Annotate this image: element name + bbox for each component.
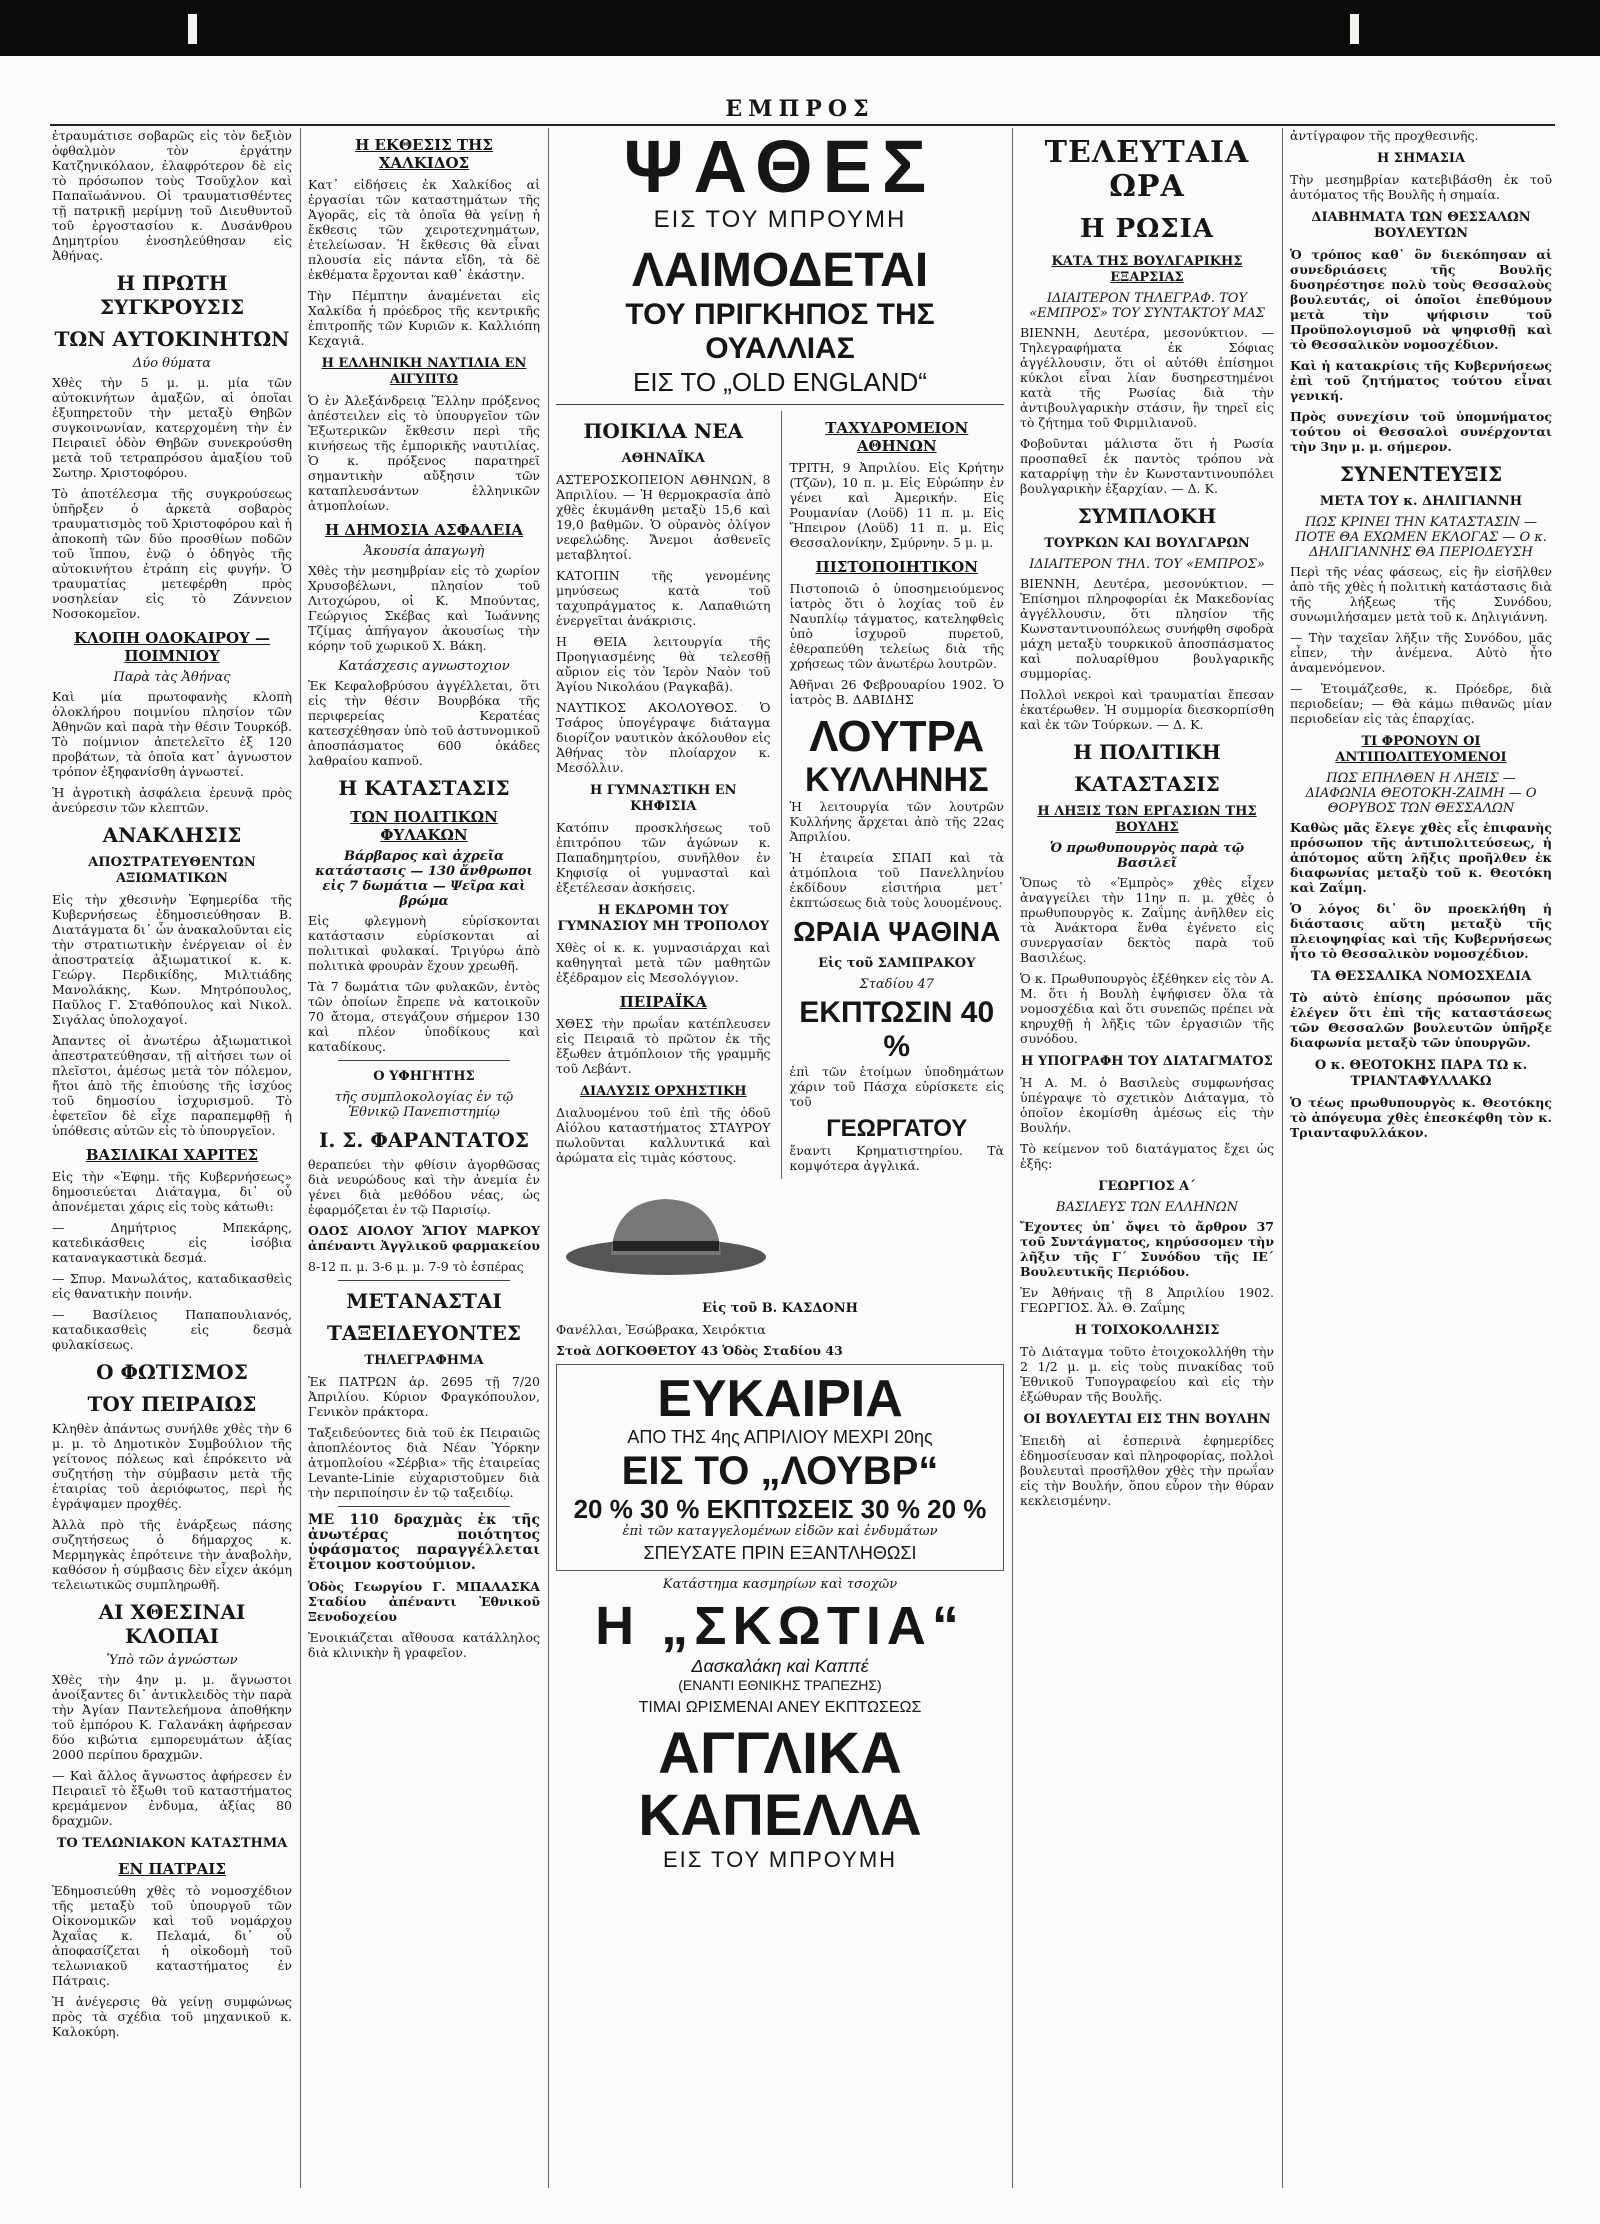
headline: ΑΠΟΣΤΡΑΤΕΥΘΕΝΤΩΝ ΑΞΙΩΜΑΤΙΚΩΝ: [88, 855, 256, 886]
headline: ΣΥΜΠΛΟΚΗ: [1077, 504, 1217, 528]
column-3: [556, 128, 1004, 2188]
ad-text: Ἐνοικιάζεται αἴθουσα κατάλληλος διὰ κλινικὴν ἢ γραφεῖον.: [308, 1630, 540, 1660]
article-text: Ἐν Ἀθήναις τῇ 8 Ἀπριλίου 1902. ΓΕΩΡΓΙΟΣ. Ἀλ. Θ. Ζαΐμης: [1020, 1285, 1274, 1315]
headline: ΤΟΥ ΠΕΙΡΑΙΩΣ: [87, 1392, 257, 1416]
article-text: Ὁ τρόπος καθ᾽ ὃν διεκόπησαν αἱ συνεδριάσεις τῆς Βουλῆς δυσηρέστησε πολὺ τοὺς Θεσσαλοὺς βουλευτάς, οἱ ὁποῖοι ἐπεθύμουν μετὰ τὴν ψήφισιν τοῦ Προϋπολογισμοῦ νὰ ψηφισθῇ καὶ τὸ Θεσσαλικὸν νομοσχέδιον.: [1290, 247, 1552, 352]
headline: ΒΑΣΙΛΙΚΑΙ ΧΑΡΙΤΕΣ: [85, 1146, 259, 1164]
article-text: Καὶ ἡ κατακρίσις τῆς Κυβερνήσεως ἐπὶ τοῦ ζητήματος τούτου εἶναι γενική.: [1290, 358, 1552, 403]
article-text: Ἀθῆναι 26 Φεβρουαρίου 1902. Ὁ ἰατρὸς Β. ΔΑΒΙΔΗΣ: [789, 677, 1004, 707]
headline: Η ΠΟΛΙΤΙΚΗ: [1073, 740, 1221, 764]
ad-address: (ΕΝΑΝΤΙ ΕΘΝΙΚΗΣ ΤΡΑΠΕΖΗΣ): [678, 1677, 882, 1693]
article-text: Τὴν μεσημβρίαν κατεβιβάσθη ἐκ τοῦ ἀυτόματος τῆς Βουλῆς ἡ σημαία.: [1290, 172, 1552, 202]
headline: Η ΕΚΘΕΣΙΣ ΤΗΣ ΧΑΛΚΙΔΟΣ: [355, 136, 493, 172]
ad-headline: ΛΑΙΜΟΔΕΤΑΙ: [631, 244, 929, 297]
article-text: Πιστοποιῶ ὁ ὑποσημειούμενος ἰατρὸς ὅτι ὁ λοχίας τοῦ ἐν Ναυπλίῳ τάγματος, κατεληφθεὶς ὑπὸ ἰσχυροῦ πυρετοῦ, ἐθεραπεύθη τελείως διὰ τῆς χρήσεως τῶν ἀνωτέρω λουτρῶν.: [789, 581, 1004, 671]
ad-subheadline: ΕΙΣ ΤΟΥ ΜΠΡΟΥΜΗ: [662, 1847, 898, 1872]
article-text: Καὶ μία πρωτοφανὴς κλοπὴ ὁλοκλήρου ποιμνίου πλησίον τῶν Ἀθηνῶν καὶ παρὰ τὴν θέσιν Τουρκόβ. Τὸ ποίμνιον ἀπετελεῖτο ἐξ 120 προβάτων, τὰ ὁποῖα κατ᾽ ἀγνωστον τρόπον ἐξηφανίσθη ἀγνωστεί.: [52, 689, 292, 779]
article-text: — Καὶ ἄλλος ἄγνωστος ἀφήρεσεν ἐν Πειραιεῖ τὸ ἔξωθι τοῦ καταστήματος κρεμάμενον ἐνδυμα, ἀξίας 80 δραχμῶν.: [52, 1768, 292, 1828]
subheadline: Δύο θύματα: [132, 356, 212, 371]
article-text: Εἰς τὴν «Ἐφημ. τῆς Κυβερνήσεως» δημοσιεύεται Διάταγμα, δι᾽ οὗ ἀπονέμεται χάρις εἰς τοὺς κάτωθι:: [52, 1169, 292, 1214]
ad-headline: ΛΟΥΤΡΑ: [809, 712, 985, 761]
article-text: — Ἐτοιμάζεσθε, κ. Πρόεδρε, διὰ περιοδείαν; — Θὰ κάμω πιθανῶς μίαν περιοδείαν εἰς τὰς ἐπαρχίας.: [1290, 681, 1552, 726]
headline: ΚΑΤΑΣΤΑΣΙΣ: [1074, 772, 1220, 796]
ad-headline: ΑΓΓΛΙΚΑ ΚΑΠΕΛΛΑ: [638, 1721, 922, 1848]
article-text: Χθὲς οἱ κ. κ. γυμνασιάρχαι καὶ καθηγηταὶ μετὰ τῶν μαθητῶν ἐξέδραμον εἰς Μεσολόγγιον.: [556, 940, 771, 985]
subheadline: Κατάσχεσις αγνωστοχιον: [338, 659, 510, 674]
article-text: Ταξειδεύοντες διὰ τοῦ ἐκ Πειραιῶς ἀποπλέοντος διὰ Νέαν Ὑόρκην ἀτμοπλοίου «Σέρβια» τῆς ἑταιρείας Levante-Linie εὐχαριστοῦμεν διὰ τὴν περιποίησιν ἐν τῷ ταξειδίῳ.: [308, 1425, 540, 1500]
ad-text: ΤΙΜΑΙ ΩΡΙΣΜΕΝΑΙ ΑΝΕΥ ΕΚΠΤΩΣΕΩΣ: [638, 1699, 922, 1716]
headline: ΤΙ ΦΡΟΝΟΥΝ ΟΙ ΑΝΤΙΠΟΛΙΤΕΥΟΜΕΝΟΙ: [1335, 734, 1507, 765]
hat-band: [613, 1241, 719, 1251]
ad-headline: ΕΙΣ ΤΟ „ΛΟΥΒΡ“: [621, 1449, 939, 1493]
article-text: ἐτραυμάτισε σοβαρῶς εἰς τὸν δεξιὸν ὀφθαλμὸν τὸν ἐργάτην Κατζηνικόλαον, ἐλαφρότερον δὲ εἰς τὸ πρόσωπον τοὺς Τσοῦχλον καὶ Παπαϊωάννου. Οἱ τραυματισθέντες τῇ πατρικῇ μερίμνῃ τοῦ Διευθυντοῦ τοῦ ἐργοστασίου κ. Δυσάνθρου Δημητρίου ἐνοσηλεύθησαν εἰς Ἀθήνας.: [52, 128, 292, 263]
article-text: Ὁ λόγος δι᾽ ὃν προεκλήθη ἡ διάστασις αὕτη μεταξὺ τῆς πλειοψηφίας καὶ τῆς Κυβερνήσεως ἦτο τὸ Θεσσαλικὸν νομοσχέδιον.: [1290, 901, 1552, 961]
ad-headline: Ο ΥΦΗΓΗΤΗΣ: [373, 1069, 475, 1084]
article-text: — Βασίλειος Παπαπουλιανός, καταδικασθεὶς εἰς δεσμὰ φυλακίσεως.: [52, 1307, 292, 1352]
article-text: Ἐκ ΠΑΤΡΩΝ ἀρ. 2695 τῇ 7/20 Ἀπριλίου. Κύριον Φραγκόπουλον, Γενικὸν πράκτορα.: [308, 1374, 540, 1419]
article-text: ΑΣΤΕΡΟΣΚΟΠΕΙΟΝ ΑΘΗΝΩΝ, 8 Ἀπριλίου. — Ἡ θερμοκρασία ἀπὸ χθὲς ἐκυμάνθη μεταξὺ 15,6 καὶ 19,0 βαθμῶν. Ὁ οὐρανὸς ὀλίγον νεφελώδης. Ἄνεμοι ἀσθενεῖς μεταβλητοί.: [556, 472, 771, 562]
ad-text: ΜΕ 110 δραχμὰς ἐκ τῆς ἀνωτέρας ποιότητος ὑφάσματος παραγγέλλεται ἔτοιμον κοστούμιον.: [308, 1512, 540, 1573]
article-text: Χθὲς τὴν μεσημβρίαν εἰς τὸ χωρίον Χρυσοβέλωνι, πλησίον τοῦ Λιτοχώρου, οἱ Κ. Μπούντας, Γεώργιος Σκέβας καὶ Ἰωάννης Τζίμας ἀπήγαγον ἀκουσίως τὴν κόρην τοῦ χωρικοῦ Χ. Βάκη.: [308, 563, 540, 653]
headline: ΤΟΥΡΚΩΝ ΚΑΙ ΒΟΥΛΓΑΡΩΝ: [1044, 536, 1250, 551]
subheadline: ΒΑΣΙΛΕΥΣ ΤΩΝ ΕΛΛΗΝΩΝ: [1055, 1200, 1239, 1215]
article-text: Ὁ ἐν Ἀλεξάνδρειᾳ Ἕλλην πρόξενος ἀπέστειλεν εἰς τὸ ὑπουργεῖον τῶν Ἐξωτερικῶν ἔκθεσιν περὶ τῆς κινήσεως τῆς ἐμπορικῆς ναυτιλίας. Ὁ κ. πρόξενος παρατηρεῖ σημαντικὴν αὔξησιν τῶν καταπλευσάντων ἑλληνικῶν ἀτμοπλοίων.: [308, 393, 540, 513]
article-text: Ὁ κ. Πρωθυπουργὸς ἐξέθηκεν εἰς τὸν Α. Μ. ὅτι ἡ Βουλὴ ἐψήφισεν ὅλα τὰ νομοσχέδια καὶ ὅτι συνεπῶς πρέπει νὰ κηρυχθῇ ἡ λῆξις τῶν ἐργασιῶν τῆς συνόδου.: [1020, 971, 1274, 1046]
article-text: Πρὸς συνεχίσιν τοῦ ὑπομνήματος τούτου οἱ Θεσσαλοὶ συνέρχονται τὴν 3ην μ. μ. σήμερον.: [1290, 409, 1552, 454]
ad-subheadline: ΕΙΣ ΤΟ „OLD ENGLAND“: [633, 367, 927, 397]
headline: Η ΔΗΜΟΣΙΑ ΑΣΦΑΛΕΙΑ: [324, 521, 524, 539]
headline: ΚΛΟΠΗ ΟΔΟΚΑΙΡΟΥ — ΠΟΙΜΝΙΟΥ: [73, 629, 271, 665]
article-text: Πολλοὶ νεκροὶ καὶ τραυματίαι ἔπεσαν ἑκατέρωθεν. Ἡ συμμορία διεσκορπίσθη καὶ ἐκ τῶν Τούρκων. — Δ. Κ.: [1020, 687, 1274, 732]
separator: [338, 1060, 510, 1061]
subheadline: ΠΩΣ ΚΡΙΝΕΙ ΤΗΝ ΚΑΤΑΣΤΑΣΙΝ — ΠΟΤΕ ΘΑ ΕΧΩΜΕΝ ΕΚΛΟΓΑΣ — Ο κ. ΔΗΛΙΓΙΑΝΝΗΣ ΘΑ ΠΕΡΙΟΔΕΥΣΗ: [1295, 515, 1547, 560]
article-text: Κατ᾽ εἰδήσεις ἐκ Χαλκίδος αἱ ἐργασίαι τῶν καταστημάτων τῆς Ἀγορᾶς, εἰς τὰ ὁποῖα θὰ γείνῃ ἡ ἔκθεσις τῶν χειροτεχνημάτων, ἐτελείωσαν. Ἡ ἔκθεσις θὰ εἶναι πλουσία εἰς πάντα εἴδη, τὰ δὲ ἐκθέματα ἔρχονται καθ᾽ ἑκάστην.: [308, 177, 540, 282]
article-text: Κατόπιν προσκλήσεως τοῦ ἐπιτρόπου τῶν ἀγώνων κ. Παπαδημητρίου, συνῆλθον ἐν Κηφισίᾳ οἱ γυμνασταὶ καὶ ἐξετέλεσαν ἀσκήσεις.: [556, 820, 771, 895]
ad-headline: ΚΥΛΛΗΝΗΣ: [804, 761, 989, 799]
article-text: Τὴν Πέμπτην ἀναμένεται εἰς Χαλκίδα ἡ πρόεδρος τῆς κεντρικῆς ἐπιτροπῆς τῶν Κυριῶν κ. Καλλιόπη Κεχαγιᾶ.: [308, 288, 540, 348]
headline: ΠΙΣΤΟΠΟΙΗΤΙΚΟΝ: [815, 558, 978, 576]
headline: ΑΙ ΧΘΕΣΙΝΑΙ ΚΛΟΠΑΙ: [98, 1600, 246, 1648]
punch-hole: [1350, 14, 1359, 44]
article-text: Ἐπειδὴ αἱ ἐσπερινὰ ἐφημερίδες ἐδημοσίευσαν καὶ πληροφορίας, πολλοὶ βουλευταὶ προσῆλθον χθὲς τὴν πρωΐαν εἰς τὴν Βουλήν, ὅπου εὗρον τὴν θύραν κεκλεισμένην.: [1020, 1433, 1274, 1508]
ad-box-eukairia: [556, 1364, 1004, 1571]
article-text: ΒΙΕΝΝΗ, Δευτέρα, μεσονύκτιον. — Ἐπίσημοι πληροφορίαι ἐκ Μακεδονίας ἀγγέλλουσιν, ὅτι πλησίον τῆς Κωνσταντινουπόλεως συνήφθη σφοδρὰ μάχη μεταξὺ τουρκικοῦ ἀποσπάσματος καὶ πολυαρίθμου βουλγαρικῆς συμμορίας.: [1020, 576, 1274, 681]
headline: ΑΝΑΚΛΗΣΙΣ: [102, 823, 242, 847]
column-1: [52, 128, 292, 2188]
separator: [338, 1280, 510, 1281]
headline: ΔΙΑΒΗΜΑΤΑ ΤΩΝ ΘΕΣΣΑΛΩΝ ΒΟΥΛΕΥΤΩΝ: [1311, 210, 1531, 241]
article-text: — Σπυρ. Μανωλάτος, καταδικασθεὶς εἰς θανατικὴν ποινήν.: [52, 1271, 292, 1301]
masthead-rule: [50, 124, 1555, 126]
article-text: Περὶ τῆς νέας φάσεως, εἰς ἣν εἰσῆλθεν ἀπὸ τῆς χθὲς ἡ πολιτικὴ κατάστασις διὰ τῆς λήξεως τῆς Συνόδου, συνωμιλήσαμεν μετὰ τοῦ κ. Δηλιγιάννη.: [1290, 564, 1552, 624]
article-text: Ἐδημοσιεύθη χθὲς τὸ νομοσχέδιον τῆς μεταξὺ τοῦ ὑπουργοῦ τῶν Οἰκονομικῶν καὶ τοῦ νομάρχου Ἀχαΐας κ. Πελαμά, δι᾽ οὗ ἀποφασίζεται ἡ οἰκοδομὴ τοῦ τελωνιακοῦ καταστήματος ἐν Πάτραις.: [52, 1883, 292, 1988]
article-text: ΚΑΤΟΠΙΝ τῆς γενομένης μηνύσεως κατὰ τοῦ ταχυπράγματος κ. Λαπαθιώτη ἐνεργεῖται ἀνάκρισις.: [556, 568, 771, 628]
headline: ΓΕΩΡΓΙΟΣ Α΄: [1098, 1179, 1196, 1194]
subheadline: Βάρβαρος καὶ ἀχρεῖα κατάστασις — 130 ἄνθρωποι εἰς 7 δωμάτια — Ψεῖρα καὶ βρώμα: [315, 849, 533, 909]
headline: ΤΑΧΥΔΡΟΜΕΙΟΝ ΑΘΗΝΩΝ: [825, 419, 969, 455]
ad-subheadline: τῆς συμπλοκολογίας ἐν τῷ Ἐθνικῷ Πανεπιστημίῳ: [334, 1090, 514, 1120]
column-5: [1020, 128, 1274, 2188]
ad-headline: ΕΚΠΤΩΣΙΝ 40 %: [799, 996, 995, 1063]
article-text: Ὁ τέως πρωθυπουργὸς κ. Θεοτόκης τὸ ἀπόγευμα χθὲς ἐπεσκέφθη τὸν κ. Τριανταφυλλάκον.: [1290, 1095, 1552, 1140]
headline: Η ΛΗΞΙΣ ΤΩΝ ΕΡΓΑΣΙΩΝ ΤΗΣ ΒΟΥΛΗΣ: [1037, 804, 1257, 835]
ad-name: Ι. Σ. ΦΑΡΑΝΤΑΤΟΣ: [319, 1128, 529, 1152]
ad-hours: 8-12 π. μ. 3-6 μ. μ. 7-9 τὸ ἑσπέρας: [308, 1259, 524, 1274]
ad-headline: Εἰς τοῦ Β. ΚΑΣΔΟΝΗ: [702, 1301, 858, 1316]
headline: ΤΕΛΕΥΤΑΙΑ ΩΡΑ: [1044, 135, 1250, 204]
article-text: Διαλυομένου τοῦ ἐπὶ τῆς ὁδοῦ Αἰόλου καταστήματος ΣΤΑΥΡΟΥ πωλοῦνται καλλυντικά καὶ ἀρώματα εἰς τιμὰς κόστους.: [556, 1105, 771, 1165]
article-text: Εἰς τὴν χθεσινὴν Ἐφημερίδα τῆς Κυβερνήσεως ἐδημοσιεύθησαν Β. Διατάγματα δι᾽ ὧν ἀνακαλοῦνται εἰς τὴν στρατιωτικὴν ἐνέργειαν οἱ ἐν ἀποστρατείᾳ ἀξιωματικοί κ. κ. Γεώργ. Περδικίδης, Μιλτιάδης Μανολάκης, Κων. Μητρόπουλος, Παῦλος Γ. Σταθόπουλος καὶ Νικολ. Σιγάλας ὑπολοχαγοί.: [52, 892, 292, 1027]
subheadline: ΙΔΙΑΙΤΕΡΟΝ ΤΗΛΕΓΡΑΦ. ΤΟΥ «ΕΜΠΡΟΣ» ΤΟΥ ΣΥΝΤΑΚΤΟΥ ΜΑΣ: [1029, 291, 1265, 321]
headline: ΤΩΝ ΑΥΤΟΚΙΝΗΤΩΝ: [54, 327, 290, 351]
article-text: Η ΘΕΙΑ λειτουργία τῆς Προηγιασμένης θὰ τελεσθῇ αὔριον εἰς τὸν Ἱερὸν Ναὸν τοῦ Ἁγίου Νικολάου (Ραγκαβᾶ).: [556, 634, 771, 694]
headline: Ο κ. ΘΕΟΤΟΚΗΣ ΠΑΡΑ ΤΩ κ. ΤΡΙΑΝΤΑΦΥΛΛΑΚΩ: [1314, 1058, 1528, 1089]
article-text: — Τὴν ταχεῖαν λῆξιν τῆς Συνόδου, μᾶς εἶπεν, τὴν ἀνέμενα. Αὐτὸ ἦτο ἀναμενόμενον.: [1290, 630, 1552, 675]
subheadline: ΙΔΙΑΙΤΕΡΟΝ ΤΗΛ. ΤΟΥ «ΕΜΠΡΟΣ»: [1029, 557, 1265, 572]
article-text: ἀντίγραφον τῆς προχθεσινῆς.: [1290, 128, 1479, 143]
article-text: Χθὲς τὴν 4ην μ. μ. ἄγνωστοι ἀνοίξαντες δι᾽ ἀντικλειδὸς τὴν παρὰ τὴν Ἀγίαν Παντελεήμονα ἀποθήκην τοῦ ἐμπόρου Κ. Γαλανάκη ἀφήρεσαν δύο κιβώτια εμπορευμάτων ἀξίας 2000 περίπου δραχμῶν.: [52, 1672, 292, 1762]
article-text: Ἐκ Κεφαλοβρύσου ἀγγέλλεται, ὅτι εἰς τὴν θέσιν Βουρβόκα τῆς περιφερείας Κερατέας κατεσχέθησαν ὑπὸ τοῦ ἀστυνομικοῦ ἀποσπάσματος 600 ὀκάδες λαθραίου καπνοῦ.: [308, 678, 540, 768]
article-text: Τὸ ἀποτέλεσμα τῆς συγκρούσεως ὑπῆρξεν ὁ ἀρκετὰ σοβαρὸς τραυματισμὸς τοῦ Χριστοφόρου καὶ ἡ ἀποκοπὴ τῶν δύο προσθίων ποδῶν τοῦ ἵππου, ἐνῷ ὁ ὁδηγὸς τῆς αὐτοκινήτου ἐτράπη εἰς φυγήν. Ὁ τραυματίας μετεφέρθη πρὸς νοσηλείαν εἰς τὸ Ζάννειον Νοσοκομεῖον.: [52, 486, 292, 621]
ad-text: Φανέλλαι, Ἐσώβρακα, Χειρόκτια: [556, 1322, 766, 1337]
ad-discounts: 20 % 30 % ΕΚΠΤΩΣΕΙΣ 30 % 20 %: [573, 1494, 987, 1524]
article-text: Ἡ ἀγροτικὴ ἀσφάλεια ἐρευνᾷ πρὸς ἀνεύρεσιν τῶν κλεπτῶν.: [52, 785, 292, 815]
article-text: Καθὼς μᾶς ἔλεγε χθὲς εἷς ἐπιφανὴς πρόσωπον τῆς ἀντιπολιτεύσεως, ἡ ἀπότομος αὕτη λῆξις προῆλθεν ἐκ διαφωνίας μεταξὺ τοῦ κ. Θεοτόκη καὶ Ζαΐμη.: [1290, 820, 1552, 895]
scan-top-border: [0, 0, 1600, 56]
column-divider: [300, 128, 301, 2188]
subheadline: Παρὰ τὰς Ἀθήνας: [113, 670, 231, 685]
ad-subheadline: ΑΠΟ ΤΗΣ 4ης ΑΠΡΙΛΙΟΥ ΜΕΧΡΙ 20ης: [627, 1427, 933, 1447]
article-text: — Δημήτριος Μπεκάρης, κατεδικάσθεις εἰς ἰσόβια καταναγκαστικὰ δεσμά.: [52, 1220, 292, 1265]
subheadline: Ἀκουσία ἀπαγωγὴ: [363, 544, 485, 559]
ad-text: ΣΠΕΥΣΑΤΕ ΠΡΙΝ ΕΞΑΝΤΛΗΘΩΣΙ: [643, 1543, 917, 1563]
separator: [556, 404, 1004, 405]
article-text: Ὅπως τὸ «Ἐμπρὸς» χθὲς εἶχεν ἀναγγείλει τὴν 11ην π. μ. χθὲς ὁ πρωθυπουργὸς κ. Ζαΐμης ἀνῆλθεν εἰς τὰ Ἀνάκτορα ἔνθα ἐγένετο εἰς συνεργασίαν δεκτὸς παρὰ τοῦ Βασιλέως.: [1020, 875, 1274, 965]
subheadline: Ὑπὸ τῶν ἀγνώστων: [106, 1653, 238, 1668]
headline: ΤΑ ΘΕΣΣΑΛΙΚΑ ΝΟΜΟΣΧΕΔΙΑ: [1310, 969, 1532, 984]
article-text: Τὰ 7 δωμάτια τῶν φυλακῶν, ἐντὸς τῶν ὁποίων ἔπρεπε νὰ κατοικοῦν 70 ἄτομα, στεγάζουν σήμερον 130 καὶ πλέον ὑποδίκους καὶ καταδίκους.: [308, 979, 540, 1054]
headline: ΤΩΝ ΠΟΛΙΤΙΚΩΝ ΦΥΛΑΚΩΝ: [350, 808, 498, 844]
ad-headline: ΨΑΘΕΣ: [623, 128, 937, 208]
headline: ΑΘΗΝΑΪΚΑ: [621, 451, 705, 466]
ad-headline: ΕΥΚΑΙΡΙΑ: [657, 1370, 903, 1428]
headline: ΠΕΙΡΑΪΚΑ: [619, 993, 707, 1011]
subheadline: Ὁ πρωθυπουργὸς παρὰ τῷ Βασιλεῖ: [1049, 841, 1245, 871]
ad-text: Ἡ ἐταιρεία ΣΠΑΠ καὶ τὰ ἀτμόπλοια τοῦ Πανελληνίου ἐκδίδουν εἰσιτήρια μετ᾽ ἐκπτώσεως διὰ τοὺς λουομένους.: [789, 850, 1004, 910]
headline: Η ΥΠΟΓΡΑΦΗ ΤΟΥ ΔΙΑΤΑΓΜΑΤΟΣ: [1021, 1054, 1273, 1069]
headline: Η ΓΥΜΝΑΣΤΙΚΗ ΕΝ ΚΗΦΙΣΙΑ: [589, 783, 737, 814]
article-text: ΧΘΕΣ τὴν πρωΐαν κατέπλευσεν εἰς Πειραιᾶ τὸ πρῶτον ἐκ τῆς ἔξωθεν ἀτμόπλοιον τῆς γραμμῆς τοῦ Λεβάντ.: [556, 1016, 771, 1076]
separator: [338, 1506, 510, 1507]
ad-text: Ἡ λειτουργία τῶν λουτρῶν Κυλλήνης ἄρχεται ἀπὸ τῆς 22ας Ἀπριλίου.: [789, 799, 1004, 844]
article-text: Κληθὲν ἀπάντως συνήλθε χθὲς τὴν 6 μ. μ. τὸ Δημοτικὸν Συμβούλιον τῆς γείτονος πόλεως καὶ ἐπρόκειτο νὰ συζητήσῃ τὴν σύμβασιν μετὰ τῆς ἑταιρίας τοῦ ἀεριόφωτος, περὶ ἧς ἐγράψαμεν προχθές.: [52, 1421, 292, 1511]
newspaper-masthead: ΕΜΠΡΟΣ: [725, 96, 875, 122]
headline: ΜΕΤΑΝΑΣΤΑΙ: [346, 1289, 502, 1313]
ad-subheadline: Δασκαλάκη καὶ Καππέ: [691, 1656, 869, 1676]
subheadline: ΠΩΣ ΕΠΗΛΘΕΝ Η ΛΗΞΙΣ — ΔΙΑΦΩΝΙΑ ΘΕΟΤΟΚΗ-ΖΑΙΜΗ — Ο ΘΟΡΥΒΟΣ ΤΩΝ ΘΕΣΣΑΛΩΝ: [1305, 771, 1537, 816]
article-text: Φοβοῦνται μάλιστα ὅτι ἡ Ρωσία προσπαθεῖ ἐκ παντὸς τρόπου νὰ καταρρίψῃ τὴν ἐν Κωνσταντινουπόλει βουλγαρικὴν ἐξαρχίαν. — Δ. Κ.: [1020, 436, 1274, 496]
ad-headline: ΩΡΑΙΑ ΨΑΘΙΝΑ: [793, 916, 1001, 947]
hat-illustration: [556, 1189, 776, 1279]
column-6: [1290, 128, 1552, 2188]
ad-text: ἐπὶ τῶν ἑτοίμων ὑποδημάτων χάριν τοῦ Πάσχα εὑρίσκετε εἰς τοῦ: [789, 1064, 1004, 1109]
headline: ΟΙ ΒΟΥΛΕΥΤΑΙ ΕΙΣ ΤΗΝ ΒΟΥΛΗΝ: [1023, 1412, 1271, 1427]
article-text: Ἡ ἀνέγερσις θὰ γείνῃ συμφώνως πρὸς τὰ σχέδια τοῦ μηχανικοῦ κ. Καλοκύρη.: [52, 1994, 292, 2039]
headline: ΤΗΛΕΓΡΑΦΗΜΑ: [364, 1353, 484, 1368]
headline: Η ΕΚΔΡΟΜΗ ΤΟΥ ΓΥΜΝΑΣΙΟΥ ΜΗ ΤΡΟΠΟΛΟΥ: [557, 903, 770, 934]
article-text: ΝΑΥΤΙΚΟΣ ΑΚΟΛΟΥΘΟΣ. Ὁ Τσάρος ὑπογέγραψε διάταγμα διορίζον ναυτικὸν ἀκόλουθον εἰς Ἀθήνας τὸν πλοίαρχον κ. Μεσόλλιν.: [556, 700, 771, 775]
ad-subheadline: Εἰς τοῦ ΣΑΜΠΡΑΚΟΥ: [818, 956, 976, 971]
ad-address: Σταδίου 47: [859, 977, 934, 992]
ad-text: ἔναντι Κρηματιστηρίου. Τὰ κομψότερα ἀγγλικά.: [789, 1143, 1004, 1173]
headline: ΣΥΝΕΝΤΕΥΞΙΣ: [1339, 462, 1503, 486]
article-text: Τὸ κείμενον τοῦ διατάγματος ἔχει ὡς ἑξῆς:: [1020, 1141, 1274, 1171]
ad-text: θεραπεύει τὴν φθίσιν ἀγορθῶσας διὰ νευρώδους καὶ τὴν ἀνεμία ἐν γένει διὰ μεθόδου νέας, ὡς ἐφαρμόζεται ἐν τῷ Παρισίῳ.: [308, 1157, 540, 1217]
article-text: Τὸ αὐτὸ ἐπίσης πρόσωπον μᾶς ἐλέγεν ὅτι ἐπὶ τῆς καταστάσεως τῶν Θεσσαλῶν βουλευτῶν ὑπῆρξε διαφωνία μεταξὺ τῶν ὑπουργῶν.: [1290, 990, 1552, 1050]
ad-address: ΟΔΟΣ ΑΙΟΛΟΥ ἌΓΙΟΥ ΜΑΡΚΟΥ ἀπέναντι Ἀγγλικοῦ φαρμακείου: [308, 1223, 540, 1253]
article-text: ΒΙΕΝΝΗ, Δευτέρα, μεσονύκτιον. — Τηλεγραφήματα ἐκ Σόφιας ἀγγέλλουσιν, ὅτι οἱ αὐτόθι ἐπίσημοι κύκλοι εἶναι λίαν δυσηρεστημένοι κατὰ τῆς Ρωσίας διὰ τὴν ἀντιβουλγαρικὴν στάσιν, ἣν τηρεῖ εἰς τὸ ζήτημα τοῦ Φιρμιλιανοῦ.: [1020, 325, 1274, 430]
headline: ΤΟ ΤΕΛΩΝΙΑΚΟΝ ΚΑΤΑΣΤΗΜΑ: [56, 1836, 288, 1851]
ad-address: Ὁδὸς Γεωργίου Γ. ΜΠΑΛΑΣΚΑ Σταδίου ἀπέναντι Ἐθνικοῦ Ξενοδοχείου: [308, 1579, 540, 1624]
ad-text: ἐπὶ τῶν καταγγελομένων εἰδῶν καὶ ἐνδυμάτων: [622, 1524, 938, 1539]
headline: Η ΤΟΙΧΟΚΟΛΛΗΣΙΣ: [1074, 1323, 1220, 1338]
ad-address: Στοὰ ΔΟΓΚΟΘΕΤΟΥ 43 Ὁδὸς Σταδίου 43: [556, 1343, 843, 1358]
headline: Η ΣΗΜΑΣΙΑ: [1376, 151, 1466, 166]
headline: ΚΑΤΑ ΤΗΣ ΒΟΥΛΓΑΡΙΚΗΣ ΕΞΑΡΣΙΑΣ: [1051, 254, 1243, 285]
headline: ΤΑΞΕΙΔΕΥΟΝΤΕΣ: [326, 1321, 522, 1345]
article-text: Εἰς φλεγμονὴ εὑρίσκονται κατάστασιν εὑρίσκονται αἱ πολιτικαὶ φυλακαί. Τριγύρω ἀπὸ πολιτικὰ φρουρὰν ἔχουν χρεωθῆ.: [308, 913, 540, 973]
ad-headline: ΤΟΥ ΠΡΙΓΚΗΠΟΣ ΤΗΣ ΟΥΑΛΛΙΑΣ: [625, 298, 935, 365]
column-divider: [548, 128, 549, 2188]
article-text: Ἡ Α. Μ. ὁ Βασιλεὺς συμφωνήσας ὑπέγραψε τὸ σχετικὸν Διάταγμα, τὸ ὁποῖον ἐκομίσθη ἀμέσως εἰς τὴν Βουλήν.: [1020, 1075, 1274, 1135]
headline: ΔΙΑΛΥΣΙΣ ΟΡΧΗΣΤΙΚΗ: [579, 1084, 747, 1099]
headline: ΕΝ ΠΑΤΡΑΙΣ: [118, 1860, 226, 1878]
headline: Η ΚΑΤΑΣΤΑΣΙΣ: [338, 776, 510, 800]
punch-hole: [188, 14, 197, 44]
headline: Η ΕΛΛΗΝΙΚΗ ΝΑΥΤΙΛΙΑ ΕΝ ΑΙΓΥΠΤΩ: [321, 356, 527, 387]
ad-subheadline: ΕΙΣ ΤΟΥ ΜΠΡΟΥΜΗ: [653, 206, 907, 233]
article-text: Ἀπαντες οἱ ἀνωτέρω ἀξιωματικοὶ ἀπεστρατεύθησαν, τῇ αἰτήσει των οἱ πλεῖστοι, ἀμέσως μετὰ τὸν πόλεμον, ἤτοι ἀπὸ τῆς ἐπιούσης τῆς ἰσχύος τοῦ δημοσίου ἰσχυρισμοῦ. Τὸ ἐφετεῖον δὲ εἶχε παραπεμφθῇ ἡ ὑπόθεσις αὐτῶν εἰς τὸ ὑπουργεῖον.: [52, 1033, 292, 1138]
article-text: Ἔχοντες ὑπ᾽ ὄψει τὸ ἄρθρον 37 τοῦ Συντάγματος, κηρύσσομεν τὴν λῆξιν τῆς Γ΄ Συνόδου τῆς ΙΕ΄ Βουλευτικῆς Περιόδου.: [1020, 1219, 1274, 1279]
column-2: [308, 128, 540, 2188]
headline: ΠΟΙΚΙΛΑ ΝΕΑ: [583, 419, 743, 443]
headline: Ο ΦΩΤΙΣΜΟΣ: [96, 1360, 248, 1384]
article-text: Τὸ Διάταγμα τοῦτο ἐτοιχοκολλήθη τὴν 2 1/2 μ. μ. εἰς τοὺς πινακίδας τοῦ Ἐθνικοῦ Τυπογραφείου καὶ εἰς τὴν ἐξώθυραν τῆς Βουλῆς.: [1020, 1344, 1274, 1404]
headline: Η ΡΩΣΙΑ: [1079, 214, 1215, 244]
headline: ΜΕΤΑ ΤΟΥ κ. ΔΗΛΙΓΙΑΝΝΗ: [1319, 494, 1523, 509]
article-text: ΤΡΙΤΗ, 9 Ἀπριλίου. Εἰς Κρήτην (Τζῶν), 10 π. μ. Εἰς Εὐρώπην ἐν γένει καὶ Ἀμερικήν. Εἰς Ρουμανίαν (Λοϋδ) 11 π. μ. Εἰς Ἤπειρον (Λοϋδ) 11 π. μ. Εἰς Θεσσαλονίκην, Σμύρνην. 5 μ. μ.: [789, 460, 1004, 550]
article-text: Χθὲς τὴν 5 μ. μ. μία τῶν αὐτοκινήτων ἁμαξῶν, αἱ ὁποῖαι ἐξυπηρετοῦν τὴν μεταξὺ Θηβῶν συγκοινωνίαν, κατερχομένη τὴν ἐν Πειραιεῖ ὁδὸν Θηβῶν συνεκρούσθη μετὰ τοῦ τετραπρόσου ἁμαξίου τοῦ Σωτηρ. Χριστοφόρου.: [52, 375, 292, 480]
ad-text: Κατάστημα κασμηρίων καὶ τσοχῶν: [662, 1577, 898, 1592]
ad-name: ΓΕΩΡΓΑΤΟΥ: [826, 1115, 968, 1142]
column-divider: [1282, 128, 1283, 2188]
headline: Η ΠΡΩΤΗ ΣΥΓΚΡΟΥΣΙΣ: [99, 271, 245, 319]
column-divider: [1012, 128, 1013, 2188]
article-text: Ἀλλὰ πρὸ τῆς ἐνάρξεως πάσης συζητήσεως ὁ δήμαρχος κ. Μερμηγκὰς ἐπρότεινε τὴν ἀναβολὴν, καθόσον ἡ σύμβασις δὲν εἶχεν ἀκόμη τελειωτικῶς συμπληρωθῆ.: [52, 1517, 292, 1592]
ad-headline: Η „ΣΚΩΤΙΑ“: [595, 1596, 965, 1656]
